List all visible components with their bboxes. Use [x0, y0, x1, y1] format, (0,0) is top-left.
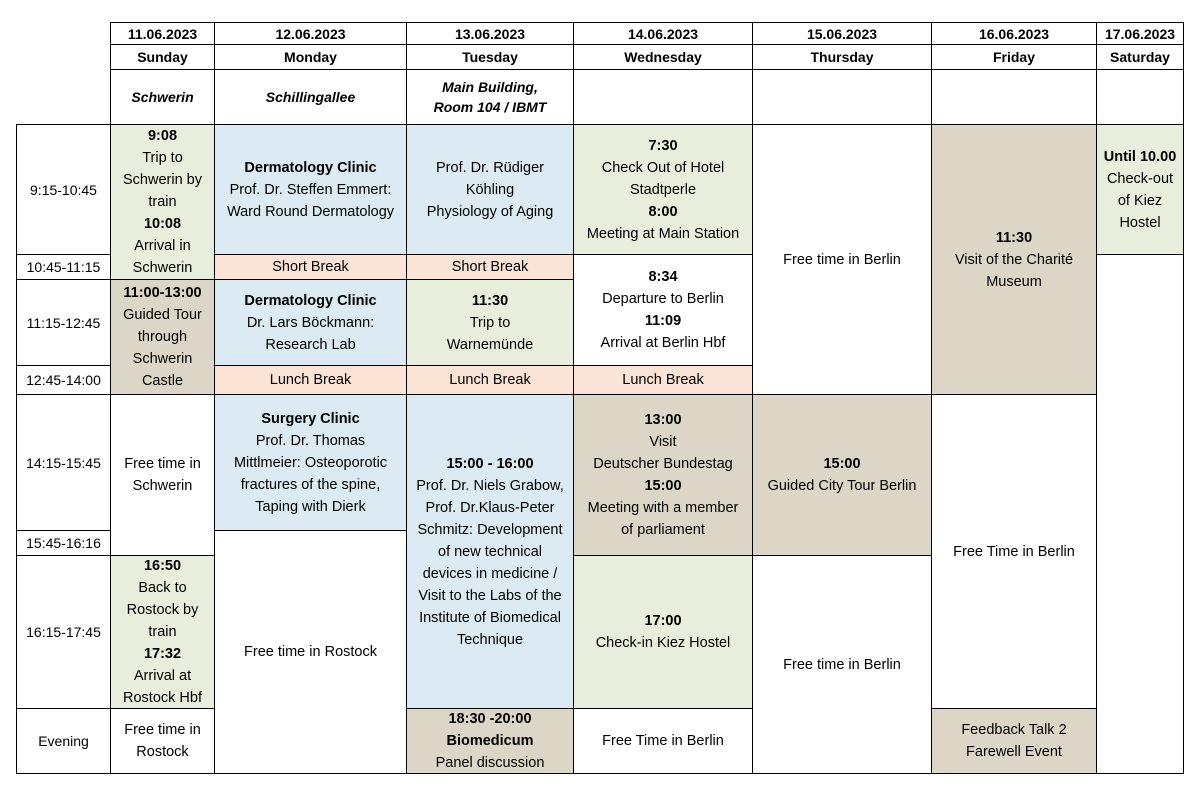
event-line: Lunch Break — [449, 372, 531, 388]
weekday-header-wed: Wednesday — [573, 44, 753, 70]
event-line: through — [137, 329, 188, 345]
event-line: Taping with Dierk — [255, 498, 366, 515]
event-line: 11:30 — [471, 292, 509, 309]
event-mon-dermatology-lab — [214, 279, 407, 366]
date-header-wed: 14.06.2023 — [573, 22, 753, 45]
event-thu-free-time — [752, 124, 932, 395]
event-line: 11:30 — [995, 229, 1033, 246]
event-fri-free-time — [931, 394, 1097, 709]
event-wed-check-out — [573, 124, 753, 255]
event-mon-free-time — [214, 530, 407, 774]
event-line: 15:00 - 16:00 — [446, 455, 534, 472]
event-line: train — [148, 624, 177, 640]
event-line: Mittlmeier: Osteoporotic — [233, 454, 388, 471]
weekday-header-thu: Thursday — [752, 44, 932, 70]
event-line: Back to — [138, 580, 187, 596]
event-line: of new technical — [438, 543, 542, 560]
event-line: 7:30 — [648, 137, 678, 154]
event-fri-farewell — [931, 708, 1097, 774]
event-line: train — [148, 194, 177, 210]
time-slot-label: 12:45-14:00 — [16, 365, 111, 395]
event-line: Schwerin — [132, 478, 193, 494]
event-line: Schwerin — [132, 260, 193, 276]
event-line: Lunch Break — [622, 372, 704, 388]
event-tue-development — [406, 394, 574, 709]
event-line: Check Out of Hotel — [601, 159, 725, 176]
event-line: 8:34 — [648, 269, 678, 285]
location-thu — [752, 69, 932, 125]
event-line: Short Break — [451, 259, 529, 275]
event-line: Guided City Tour Berlin — [767, 478, 917, 494]
event-line: Ward Round Dermatology — [226, 203, 395, 220]
event-tue-physiology — [406, 124, 574, 255]
event-thu-city-tour — [752, 394, 932, 556]
weekday-header-tue: Tuesday — [406, 44, 574, 70]
event-line: 8:00 — [648, 203, 678, 220]
event-line: Museum — [986, 273, 1042, 290]
location-wed — [573, 69, 753, 125]
event-tue-trip-warnemuende — [406, 279, 574, 366]
event-line: Arrival in — [134, 238, 191, 254]
event-line: Trip to — [469, 314, 511, 331]
event-line: Castle — [141, 373, 184, 389]
event-thu-free-time-evening — [752, 555, 932, 774]
event-line: Prof. Dr. Rüdiger — [436, 159, 544, 176]
event-line: 18:30 -20:00 — [448, 711, 532, 727]
time-slot-label: 16:15-17:45 — [16, 555, 111, 709]
event-sun-back-to-rostock — [110, 555, 215, 709]
weekday-header-sun: Sunday — [110, 44, 215, 70]
event-line: Physiology of Aging — [426, 203, 554, 220]
event-sat-empty — [1096, 254, 1184, 774]
date-header-sat: 17.06.2023 — [1096, 22, 1184, 45]
event-line: Visit — [649, 434, 677, 450]
event-tue-lunch-break — [406, 365, 574, 395]
event-tue-panel-discussion — [406, 708, 574, 774]
time-slot-label: 15:45-16:16 — [16, 530, 111, 556]
time-slot-label: Evening — [16, 708, 111, 774]
event-line: Rostock by — [126, 602, 199, 618]
event-line: Guided Tour — [123, 307, 202, 323]
event-line: of parliament — [621, 522, 705, 538]
event-line: Departure to Berlin — [602, 291, 724, 307]
event-line: Check-in Kiez Hostel — [595, 635, 731, 651]
event-line: Schmitz: Development — [417, 521, 563, 538]
event-line: Prof. Dr. Thomas — [255, 432, 366, 449]
location-fri — [931, 69, 1097, 125]
event-line: 17:32 — [143, 646, 182, 662]
event-line: 11:00-13:00 — [123, 285, 202, 301]
event-sat-check-out — [1096, 124, 1184, 255]
event-line: Free time in Rostock — [244, 644, 377, 660]
event-line: 13:00 — [644, 412, 682, 428]
event-line: of Kiez — [1117, 192, 1163, 209]
event-line: 15:00 — [823, 456, 861, 472]
weekday-header-fri: Friday — [931, 44, 1097, 70]
event-line: Biomedicum — [446, 733, 534, 749]
event-sun-guided-tour — [110, 279, 215, 395]
time-slot-label: 14:15-15:45 — [16, 394, 111, 531]
event-line: Visit of the Charité — [954, 251, 1074, 268]
event-line: Free time in — [124, 456, 201, 472]
event-line: Technique — [456, 631, 524, 648]
time-slot-label: 11:15-12:45 — [16, 279, 111, 366]
event-line: Free time in — [124, 722, 201, 738]
event-line: Lunch Break — [269, 372, 352, 388]
event-line: 10:08 — [143, 216, 182, 232]
event-line: Arrival at — [133, 668, 192, 684]
time-slot-label: 10:45-11:15 — [16, 254, 111, 280]
event-line: Warnemünde — [446, 336, 534, 353]
event-line: Institute of Biomedical — [419, 609, 561, 626]
event-wed-evening — [573, 708, 753, 774]
event-line: Hostel — [1119, 214, 1161, 231]
event-tue-short-break — [406, 254, 574, 280]
event-line: Prof. Dr.Klaus-Peter — [425, 499, 555, 516]
weekday-header-mon: Monday — [214, 44, 407, 70]
event-line: Short Break — [272, 259, 349, 275]
event-line: Farewell Event — [966, 744, 1062, 760]
event-line: Free Time in Berlin — [602, 733, 724, 749]
event-line: Dermatology Clinic — [244, 292, 377, 309]
event-line: Trip to — [142, 150, 183, 166]
event-line: Check-out — [1106, 170, 1174, 187]
event-mon-surgery-clinic — [214, 394, 407, 531]
event-wed-check-in-hostel — [573, 555, 753, 709]
event-sun-free-time — [110, 394, 215, 556]
event-line: 9:08 — [147, 128, 178, 144]
event-mon-lunch-break — [214, 365, 407, 395]
event-line: Until 10.00 — [1103, 148, 1177, 165]
location-tue: Main Building, Room 104 / IBMT — [406, 69, 574, 125]
event-line: Schwerin — [132, 351, 193, 367]
event-line: Visit to the Labs of the — [418, 587, 562, 604]
event-line: Feedback Talk 2 — [961, 722, 1067, 738]
weekday-header-sat: Saturday — [1096, 44, 1184, 70]
event-sun-train-to-schwerin — [110, 124, 215, 280]
date-header-thu: 15.06.2023 — [752, 22, 932, 45]
time-slot-label: 9:15-10:45 — [16, 124, 111, 255]
event-line: Prof. Dr. Niels Grabow, — [416, 477, 564, 494]
location-sun: Schwerin — [110, 69, 215, 125]
event-line: Stadtperle — [629, 181, 697, 198]
location-mon: Schillingallee — [214, 69, 407, 125]
date-header-mon: 12.06.2023 — [214, 22, 407, 45]
event-line: Free Time in Berlin — [953, 543, 1075, 560]
event-line: 15:00 — [644, 478, 682, 494]
event-line: Free time in Berlin — [783, 251, 901, 268]
event-wed-lunch-break — [573, 365, 753, 395]
event-line: 16:50 — [143, 558, 182, 574]
event-line: Köhling — [465, 181, 515, 198]
event-line: Panel discussion — [435, 755, 545, 771]
event-line: Surgery Clinic — [261, 410, 360, 427]
event-line: Meeting at Main Station — [586, 225, 740, 242]
event-line: 17:00 — [644, 613, 682, 629]
event-line: Rostock — [136, 744, 189, 760]
event-line: Dermatology Clinic — [244, 159, 377, 176]
event-mon-short-break — [214, 254, 407, 280]
event-line: Dr. Lars Böckmann: — [246, 314, 375, 331]
event-sun-evening — [110, 708, 215, 774]
event-line: Research Lab — [265, 336, 356, 353]
event-line: Rostock Hbf — [123, 690, 202, 706]
event-line: devices in medicine / — [422, 565, 558, 582]
event-line: Meeting with a member — [587, 500, 739, 516]
event-line: Deutscher Bundestag — [593, 456, 733, 472]
event-mon-dermatology-ward — [214, 124, 407, 255]
event-line: fractures of the spine, — [240, 476, 381, 493]
event-line: Arrival at Berlin Hbf — [600, 335, 726, 351]
event-line: Schwerin by — [123, 172, 202, 188]
event-wed-departure-berlin — [573, 254, 753, 366]
date-header-fri: 16.06.2023 — [931, 22, 1097, 45]
date-header-sun: 11.06.2023 — [110, 22, 215, 45]
event-wed-bundestag — [573, 394, 753, 556]
event-line: Free time in Berlin — [783, 656, 901, 673]
location-sat — [1096, 69, 1184, 125]
event-line: Prof. Dr. Steffen Emmert: — [229, 181, 392, 198]
date-header-tue: 13.06.2023 — [406, 22, 574, 45]
event-line: 11:09 — [644, 313, 682, 329]
event-fri-charite-museum — [931, 124, 1097, 395]
